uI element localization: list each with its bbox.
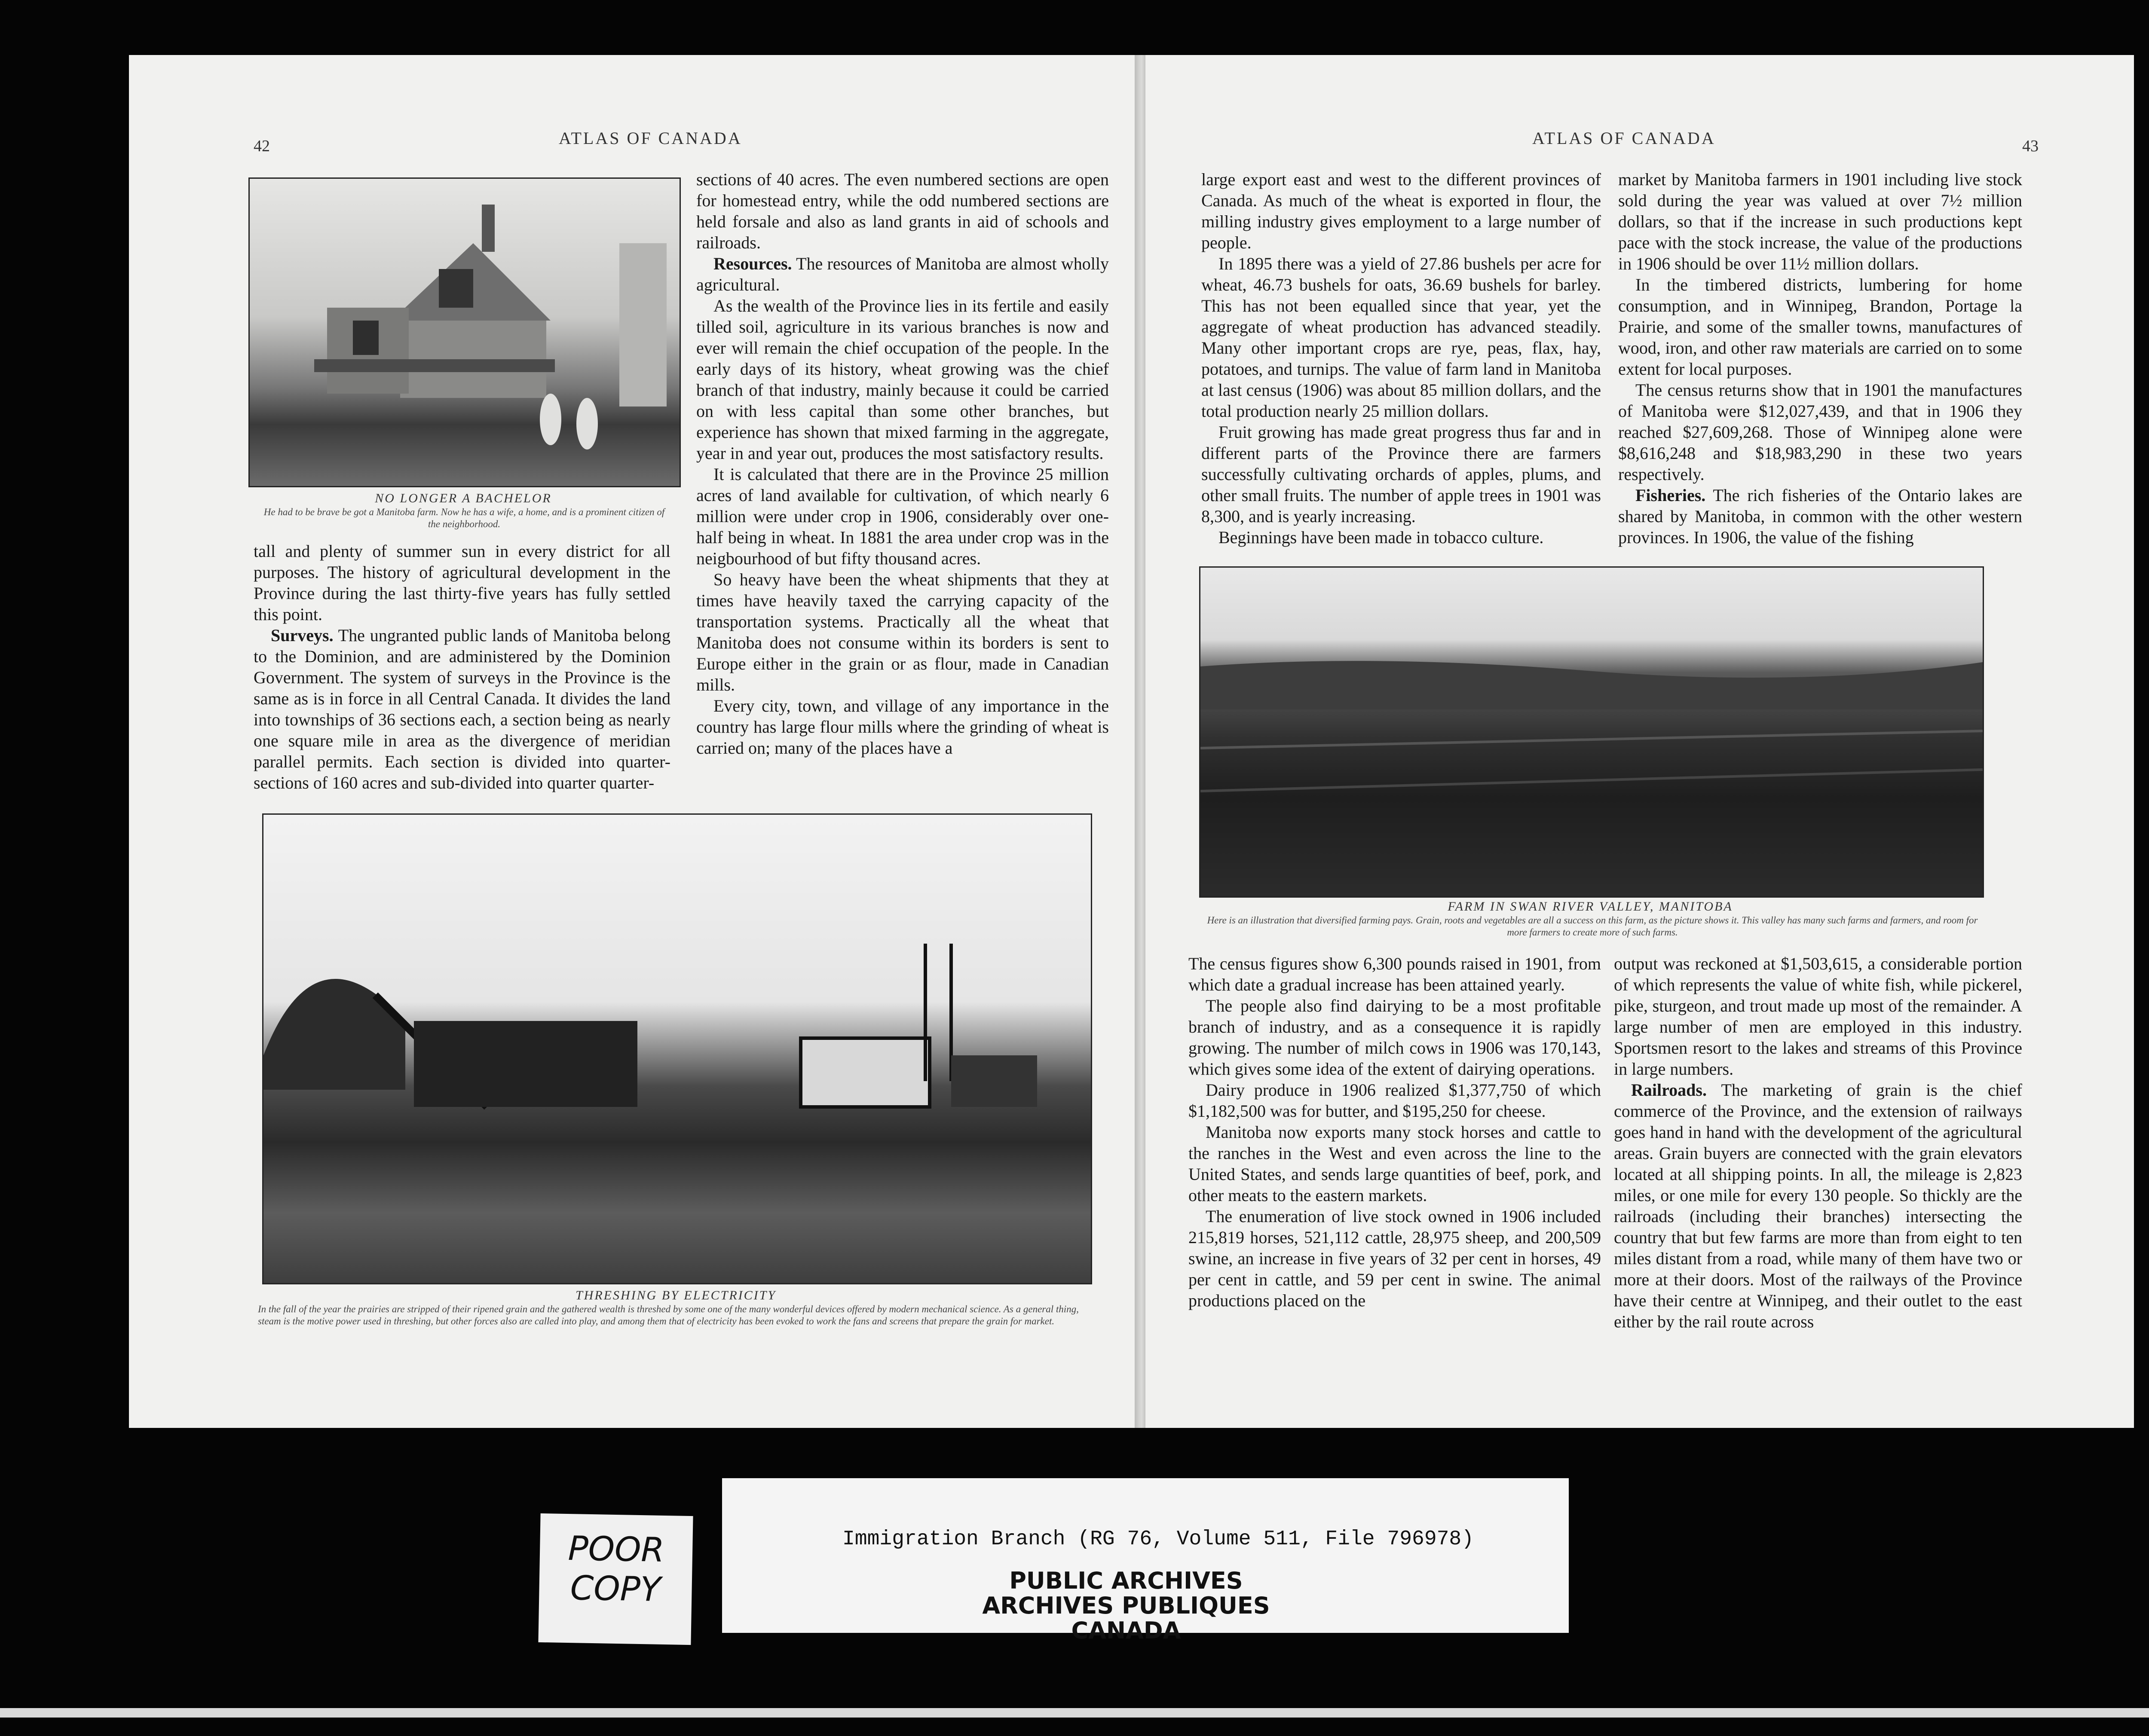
right-page-column-b-bottom [1614,953,2022,1332]
paragraph-body: The marketing of grain is the chief commerce of the Province, and the extension of railways goes hand in hand with the development of the agricultural areas. Grain buyers are connected with the grain elevators located at all shipping points. In all, the mileage is 2,823 miles, or one mile for every 130 people. So thickly are the railroads (including their branches) intersecting the country that but few farms are more than from eight to ten miles distant from a road, while many of them have two or more at their doors. Most of the railways of the Province have their centre at Winnipeg, and their outlet to the east either by the rail route across [1614,1080,2022,1331]
threshing-photo-illustration [263,815,1091,1283]
archive-reference: Immigration Branch (RG 76, Volume 511, File 796978) [842,1528,1474,1551]
paragraph: In the timbered districts, lumbering for home consumption, and in Winnipeg, Brandon, Portage la Prairie, and some of the smaller towns, manufactures of wood, iron, and other raw materials are carried on to some extent for local purposes. [1618,275,2022,379]
archives-name-line: CANADA [1071,1617,1181,1644]
threshing-photo-caption-title: THRESHING BY ELECTRICITY [575,1288,777,1302]
paragraph: Manitoba now exports many stock horses and cattle to the ranches in the West and even across the line to the United States, and sends large quantities of beef, pork, and other meats to the eastern markets. [1188,1122,1601,1205]
paragraph-railroads [1614,1079,2022,1332]
paragraph-surveys [254,625,670,793]
farm-photo-illustration [1200,568,1983,896]
paragraph: Dairy produce in 1906 realized $1,377,750 of which $1,182,500 was for butter, and $195,250 for cheese. [1188,1080,1601,1121]
threshing-photo-caption: In the fall of the year the prairies are stripped of their ripened grain and the gathered wealth is threshed by some one of the many wonderful devices offered by modern mechanical science. As a general thing, steam is the motive power used in threshing, but other forces also are called into play, and among them that of electricity has been evoked to work the fans and screens that prepare the grain for market. [258,1304,1079,1326]
paragraph: Beginnings have been made in tobacco culture. [1218,528,1544,547]
paragraph: The census figures show 6,300 pounds raised in 1901, from which date a gradual increase has been attained yearly. [1188,954,1601,994]
paragraph: large export east and west to the different provinces of Canada. As much of the wheat is exported in flour, the milling industry gives employment to a large number of people. [1201,170,1601,252]
archives-name [963,1568,1289,1643]
paragraph: market by Manitoba farmers in 1901 including live stock sold during the year was valued at over 7½ million dollars, so that if the increase in such productions kept pace with the stock increase, the value of the productions in 1906 should be over 11½ million dollars. [1618,170,2022,273]
farm-photo-caption: Here is an illustration that diversified farming pays. Grain, roots and vegetables are all a success on this farm, as the picture shows it. This valley has many such farms and farmers, and room for more farmers to create more of such farms. [1207,915,1978,938]
poor-copy-line: POOR [567,1529,665,1570]
paragraph: tall and plenty of summer sun in every district for all purposes. The history of agricultural development in the Province during the last thirty-five years has fully settled this point. [254,541,670,624]
paragraph-body: The resources of Manitoba are almost wholly agricultural. [696,254,1109,294]
paragraph: In 1895 there was a yield of 27.86 bushels per acre for wheat, 46.73 bushels for oats, 36.69 bushels for barley. This has not been equalled since that year, yet the aggregate of wheat production has advanced steadily. Many other important crops are rye, peas, flax, hay, potatoes, and turnips. The value of farm land in Manitoba at last census (1906) was about 85 million dollars, and the total production nearly 25 million dollars. [1201,254,1601,421]
section-heading: Surveys. [271,626,334,645]
paragraph: sections of 40 acres. The even numbered sections are open for homestead entry, while the odd numbered sections are held forsale and also as land grants in aid of schools and railroads. [696,170,1109,252]
paragraph: Every city, town, and village of any importance in the country has large flour mills where the grinding of wheat is carried on; many of the places have a [696,696,1109,758]
left-page-column-a [254,541,670,793]
paragraph: The people also find dairying to be a most profitable branch of industry, and as a consequence it is rapidly growing. The number of milch cows in 1906 was 170,143, which gives some idea of the extent of dairying operations. [1188,996,1601,1079]
paragraph: Fruit growing has made great progress thus far and in different parts of the Province there are farmers successfully cultivating orchards of apples, plums, and other small fruits. The number of apple trees in 1901 was 8,300, and is yearly increasing. [1201,422,1601,526]
house-photo-caption-title: NO LONGER A BACHELOR [375,491,552,505]
paragraph-resources [696,253,1109,295]
section-heading: Fisheries. [1635,486,1706,505]
page-number: 42 [254,137,270,155]
paragraph-body: The rich fisheries of the Ontario lakes are shared by Manitoba, in common with the other western provinces. In 1906, the value of the fishing [1618,486,2022,547]
paragraph: So heavy have been the wheat shipments that they at times have heavily taxed the carrying capacity of the transportation systems. Practically all the wheat that Manitoba does not consume within its borders is sent to Europe either in the grain or as flour, made in Canadian mills. [696,570,1109,694]
page-number: 43 [2022,137,2039,155]
left-page [129,55,1145,1428]
farm-photo [1199,566,1984,898]
paragraph: It is calculated that there are in the Province 25 million acres of land available for cultivation, of which nearly 6 million were under crop in 1906, considerably over one-half being in wheat. In 1881 the area under crop was in the neigbourhood of but fifty thousand acres. [696,465,1109,568]
paragraph-body: The ungranted public lands of Manitoba belong to the Dominion, and are administered by the Dominion Government. The system of surveys in the Province is the same as is in force in all Central Canada. It divides the land into townships of 36 sections each, a section being as nearly one square mile in area as the divergence of meridian parallel permits. Each section is divided into quarter-sections of 160 acres and sub-divided into quarter quarter- [254,626,671,792]
running-header: ATLAS OF CANADA [1532,128,1716,148]
paragraph: output was reckoned at $1,503,615, a considerable portion of which represents the value of white fish, while pickerel, pike, sturgeon, and trout made up most of the remainder. A large number of men are employed in this industry. Sportsmen resort to the lakes and streams of this Province in large numbers. [1614,954,2022,1079]
archives-name-line: PUBLIC ARCHIVES [1009,1567,1243,1594]
farm-photo-caption-title: FARM IN SWAN RIVER VALLEY, MANITOBA [1448,899,1733,914]
house-photo-caption: He had to be brave be got a Manitoba farm. Now he has a wife, a home, and is a prominent citizen of the neighborhood. [263,507,665,529]
poor-copy-stamp [538,1513,693,1645]
poor-copy-line: COPY [570,1569,661,1609]
right-page [1145,55,2134,1428]
left-page-column-b [696,169,1109,758]
right-page-column-b-top [1618,169,2022,548]
running-header: ATLAS OF CANADA [559,128,742,148]
paragraph: The enumeration of live stock owned in 1906 included 215,819 horses, 521,112 cattle, 28,975 sheep, and 200,509 swine, an increase in five years of 32 per cent in horses, 49 per cent in cattle, and 59 per cent in swine. The animal productions placed on the [1188,1207,1601,1310]
threshing-photo [262,813,1092,1284]
house-photo-illustration [250,179,680,486]
section-heading: Railroads. [1631,1080,1707,1100]
right-page-column-a-bottom [1188,953,1601,1311]
archives-name-line: ARCHIVES PUBLIQUES [982,1592,1270,1619]
house-photo [248,177,681,487]
right-page-column-a-top [1201,169,1601,548]
paragraph: The census returns show that in 1901 the manufactures of Manitoba were $12,027,439, and that in 1906 they reached $27,609,268. Those of Winnipeg alone were $8,616,248 and $18,983,290 in these two years respectively. [1618,380,2022,484]
paragraph-fisheries [1618,485,2022,548]
section-heading: Resources. [713,254,792,273]
paragraph: As the wealth of the Province lies in its fertile and easily tilled soil, agriculture in its various branches is now and ever will remain the chief occupation of the people. In the early days of its history, wheat growing was the chief branch of that industry, mainly because it could be carried on with less capital than some other branches, but experience has shown that mixed farming in the aggregate, year in and year out, produces the most satisfactory results. [696,296,1109,463]
scan-edge [0,1708,2149,1718]
